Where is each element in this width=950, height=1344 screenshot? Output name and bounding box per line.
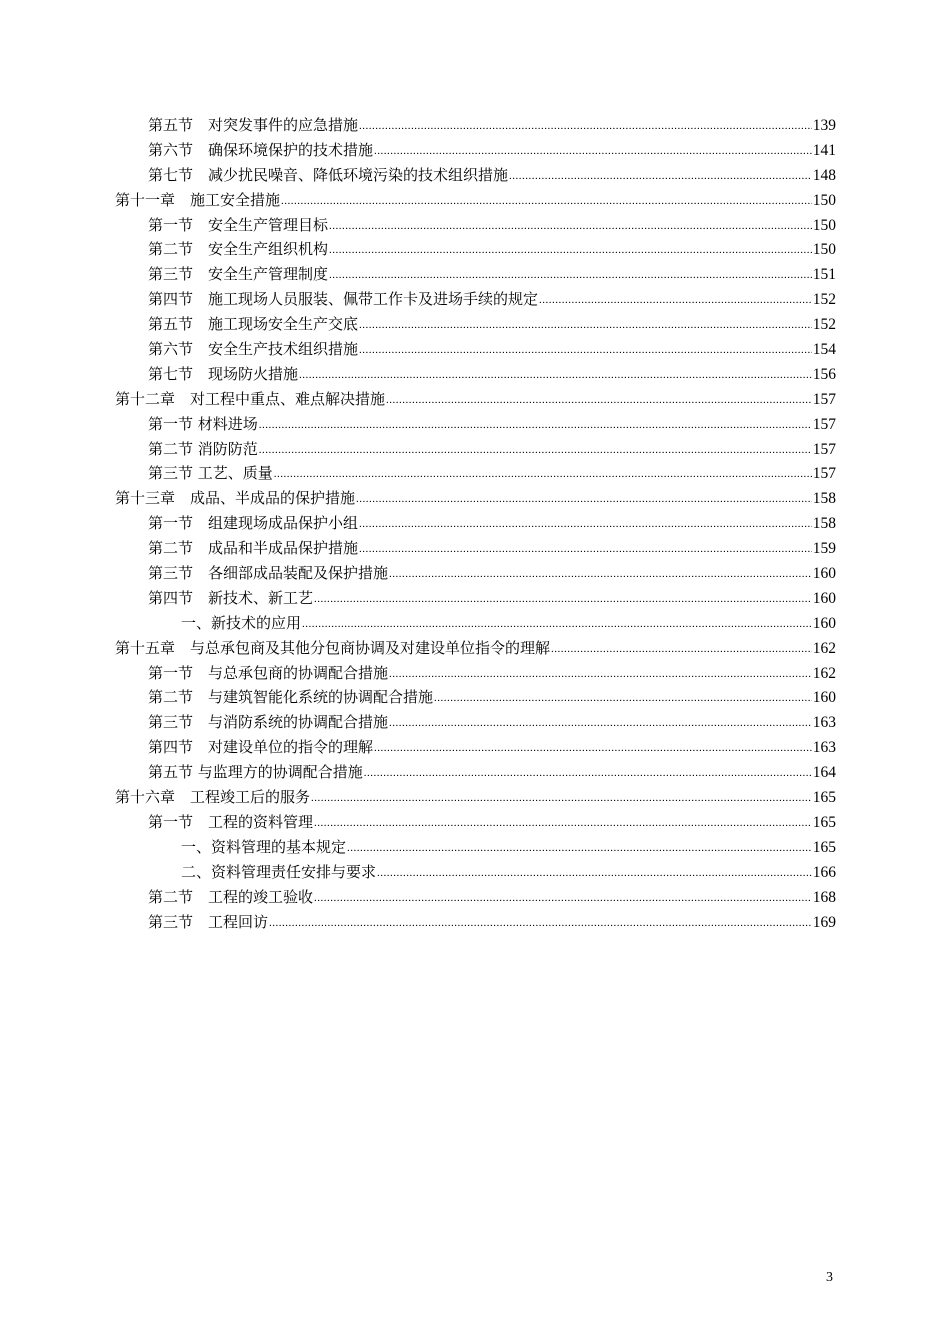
toc-section-entry[interactable] [0,710,950,735]
toc-section-entry[interactable] [0,412,950,437]
toc-dot-leader [314,886,812,911]
toc-entry-title: 第十二章 对工程中重点、难点解决措施 [115,389,386,408]
toc-section-entry[interactable] [0,337,950,362]
toc-entry-page: 152 [812,316,836,334]
toc-entry-page: 158 [812,515,836,533]
toc-dot-leader [329,263,812,288]
toc-dot-leader [359,512,812,537]
toc-dot-leader [302,612,812,637]
toc-entry-page: 163 [812,739,836,757]
toc-section-entry[interactable] [0,661,950,686]
toc-subsection-entry[interactable] [0,835,950,860]
toc-entry-title: 第三节 工艺、质量 [148,464,273,483]
toc-dot-leader [359,114,812,139]
toc-dot-leader [509,164,812,189]
toc-entry-title: 第二节 成品和半成品保护措施 [148,539,359,558]
toc-section-entry[interactable] [0,461,950,486]
toc-section-entry[interactable] [0,810,950,835]
toc-entry-page: 163 [812,714,836,732]
toc-dot-leader [364,761,812,786]
toc-entry-page: 157 [812,390,836,408]
toc-entry-title: 第四节 施工现场人员服装、佩带工作卡及进场手续的规定 [148,290,539,309]
toc-entry-page: 141 [812,141,836,159]
toc-dot-leader [329,214,812,239]
toc-dot-leader [374,736,812,761]
toc-entry-title: 第二节 工程的竣工验收 [148,887,314,906]
toc-dot-leader [281,189,812,214]
toc-entry-title: 第六节 确保环境保护的技术措施 [148,140,374,159]
toc-dot-leader [389,662,812,687]
toc-entry-page: 139 [812,117,836,134]
toc-dot-leader [314,587,812,612]
toc-entry-title: 第六节 安全生产技术组织措施 [148,340,359,359]
toc-dot-leader [269,911,812,936]
toc-dot-leader [377,861,812,886]
toc-entry-page: 148 [812,166,836,184]
toc-entry-page: 162 [812,639,836,657]
toc-section-entry[interactable] [0,287,950,312]
toc-dot-leader [386,388,812,413]
toc-entry-page: 150 [812,216,836,234]
toc-section-entry[interactable] [0,536,950,561]
toc-entry-title: 一、新技术的应用 [181,613,302,632]
toc-entry-page: 160 [812,589,836,607]
toc-dot-leader [274,462,812,487]
toc-dot-leader [329,238,812,263]
toc-entry-title: 第一节 与总承包商的协调配合措施 [148,663,389,682]
toc-section-entry[interactable] [0,760,950,785]
toc-entry-page: 158 [812,490,836,508]
toc-dot-leader [359,338,812,363]
toc-entry-page: 165 [812,838,836,856]
toc-dot-leader [389,711,812,736]
toc-entry-title: 一、资料管理的基本规定 [181,837,347,856]
toc-entry-title: 第一节 材料进场 [148,414,258,433]
toc-entry-title: 二、资料管理责任安排与要求 [181,862,377,881]
toc-entry-title: 第一节 组建现场成品保护小组 [148,514,359,533]
toc-section-entry[interactable] [0,685,950,710]
toc-entry-title: 第五节 与监理方的协调配合措施 [148,763,363,782]
toc-entry-page: 166 [812,863,836,881]
toc-entry-page: 168 [812,888,836,906]
toc-entry-title: 第七节 现场防火措施 [148,364,299,383]
toc-entry-title: 第十一章 施工安全措施 [115,190,281,209]
toc-section-entry[interactable] [0,138,950,163]
toc-entry-page: 157 [812,440,836,458]
toc-entry-title: 第三节 工程回访 [148,912,269,931]
toc-section-entry[interactable] [0,511,950,536]
toc-dot-leader [389,562,812,587]
toc-dot-leader [311,786,812,811]
toc-entry-title: 第五节 对突发事件的应急措施 [148,116,359,134]
toc-section-entry[interactable] [0,262,950,287]
toc-dot-leader [434,686,812,711]
toc-section-entry[interactable] [0,586,950,611]
toc-section-entry[interactable] [0,362,950,387]
toc-entry-title: 第一节 工程的资料管理 [148,812,314,831]
toc-section-entry[interactable] [0,885,950,910]
toc-chapter-entry[interactable] [0,636,950,661]
toc-chapter-entry[interactable] [0,188,950,213]
toc-entry-page: 152 [812,291,836,309]
toc-dot-leader [359,537,812,562]
toc-section-entry[interactable] [0,213,950,238]
toc-entry-page: 160 [812,614,836,632]
toc-section-entry[interactable] [0,910,950,935]
toc-chapter-entry[interactable] [0,486,950,511]
toc-entry-page: 157 [812,415,836,433]
toc-dot-leader [259,413,812,438]
toc-entry-title: 第十六章 工程竣工后的服务 [115,788,311,807]
toc-section-entry[interactable] [0,113,950,138]
toc-chapter-entry[interactable] [0,387,950,412]
toc-section-entry[interactable] [0,735,950,760]
toc-subsection-entry[interactable] [0,860,950,885]
toc-dot-leader [259,438,812,463]
toc-entry-title: 第四节 新技术、新工艺 [148,588,314,607]
toc-dot-leader [551,637,812,662]
toc-dot-leader [374,139,812,164]
toc-section-entry[interactable] [0,437,950,462]
toc-entry-title: 第七节 减少扰民噪音、降低环境污染的技术组织措施 [148,165,509,184]
toc-entry-title: 第三节 各细部成品装配及保护措施 [148,564,389,583]
page-number: 3 [826,1270,833,1285]
table-of-contents [0,113,950,934]
toc-dot-leader [359,313,812,338]
toc-entry-page: 156 [812,365,836,383]
toc-section-entry[interactable] [0,561,950,586]
toc-entry-page: 165 [812,813,836,831]
toc-entry-title: 第四节 对建设单位的指令的理解 [148,738,374,757]
toc-entry-page: 169 [812,913,836,931]
toc-entry-title: 第二节 安全生产组织机构 [148,240,329,259]
toc-entry-page: 165 [812,789,836,807]
toc-section-entry[interactable] [0,237,950,262]
toc-dot-leader [299,363,812,388]
toc-entry-title: 第三节 安全生产管理制度 [148,265,329,284]
toc-dot-leader [314,811,812,836]
toc-entry-page: 151 [812,266,836,284]
toc-chapter-entry[interactable] [0,785,950,810]
toc-entry-page: 150 [812,241,836,259]
toc-entry-title: 第二节 与建筑智能化系统的协调配合措施 [148,688,434,707]
toc-entry-title: 第一节 安全生产管理目标 [148,215,329,234]
toc-entry-title: 第十三章 成品、半成品的保护措施 [115,489,356,508]
toc-entry-page: 162 [812,664,836,682]
toc-entry-page: 159 [812,540,836,558]
toc-entry-title: 第十五章 与总承包商及其他分包商协调及对建设单位指令的理解 [115,638,551,657]
toc-section-entry[interactable] [0,312,950,337]
toc-entry-page: 150 [812,191,836,209]
toc-dot-leader [347,836,812,861]
toc-entry-page: 164 [812,764,836,782]
toc-entry-title: 第二节 消防防范 [148,439,258,458]
toc-dot-leader [539,288,812,313]
toc-dot-leader [356,487,812,512]
toc-entry-page: 154 [812,341,836,359]
toc-entry-page: 160 [812,565,836,583]
toc-entry-title: 第三节 与消防系统的协调配合措施 [148,713,389,732]
toc-entry-title: 第五节 施工现场安全生产交底 [148,315,359,334]
toc-entry-page: 160 [812,689,836,707]
toc-subsection-entry[interactable] [0,611,950,636]
toc-section-entry[interactable] [0,163,950,188]
toc-entry-page: 157 [812,465,836,483]
